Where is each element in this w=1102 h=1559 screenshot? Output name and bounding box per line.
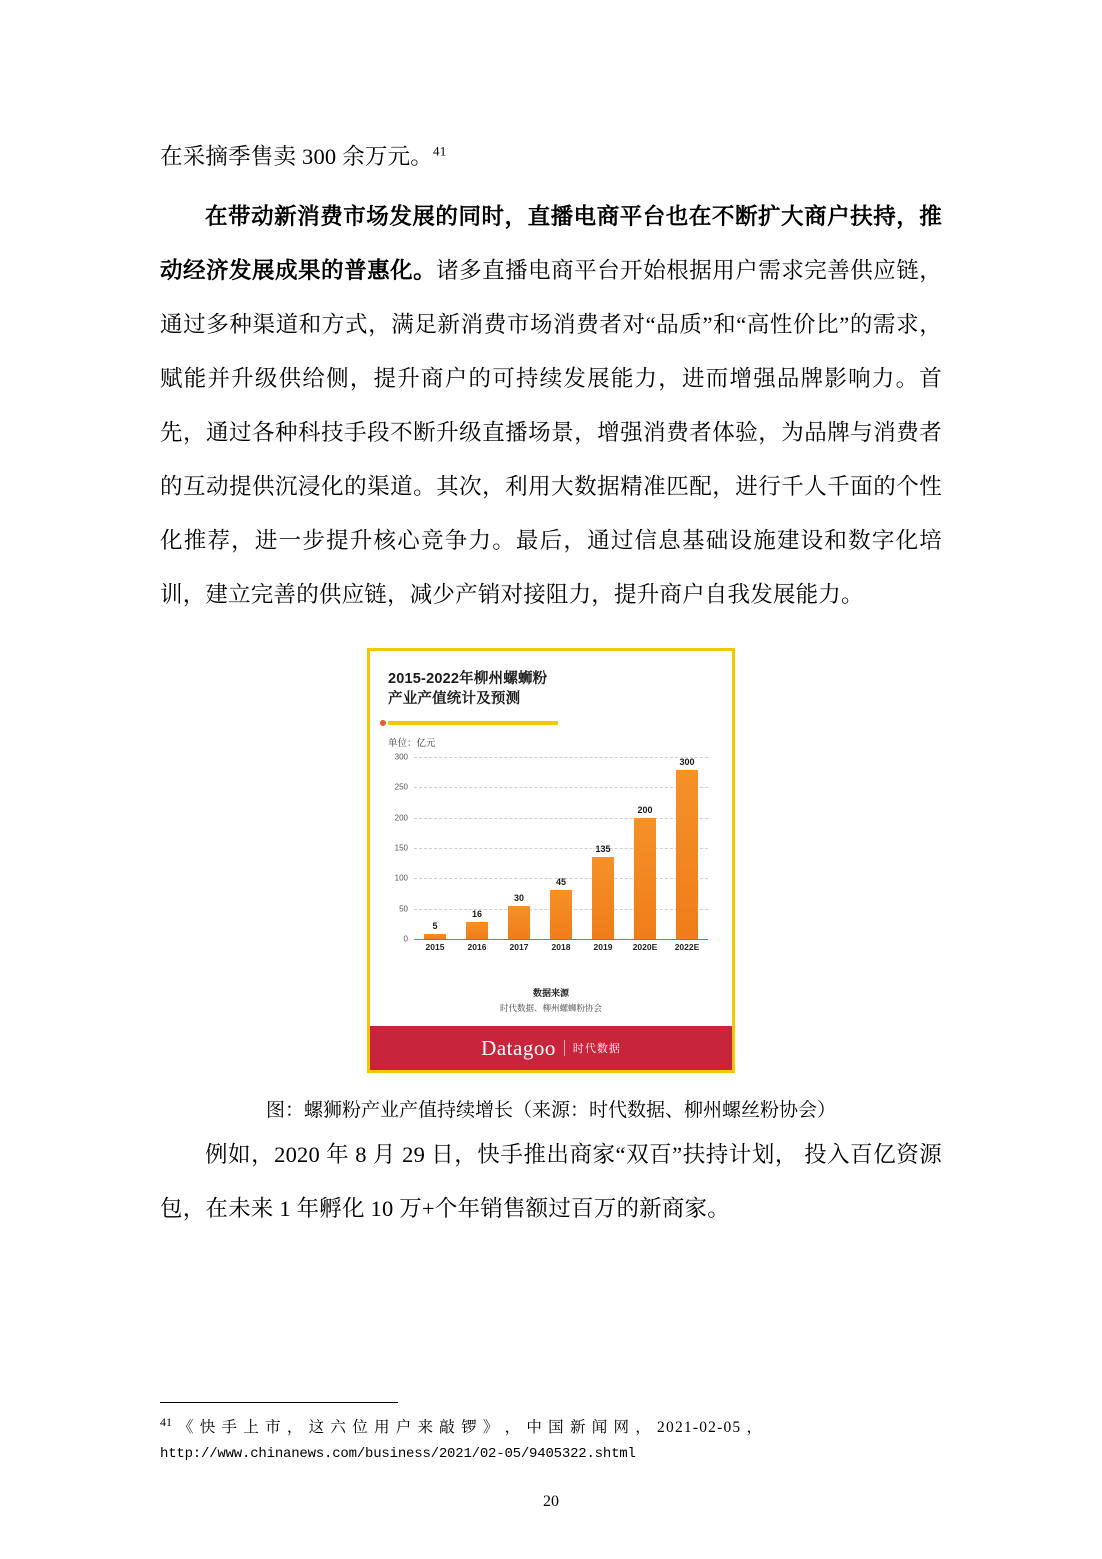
figure-caption: 图：螺狮粉产业产值持续增长（来源：时代数据、柳州螺丝粉协会） [265,1100,836,1121]
y-tick-250: 250 [394,782,408,792]
bar-value-2022E: 300 [679,757,695,767]
bar-column-2019 [586,757,620,939]
paragraph-1 [160,190,942,622]
y-tick-50: 50 [399,904,408,914]
bar-value-2016: 16 [471,908,482,919]
x-label-2016: 2016 [467,942,487,952]
x-label-2017: 2017 [509,942,529,952]
paragraph-1-bold-lead: 在带动新消费市场发展的同时，直播电商平台也在不断扩大商户扶持，推动经济发展成果的普惠化。 [160,204,942,283]
y-tick-300: 300 [394,752,408,762]
footnote-number: 41 [160,1414,172,1429]
bar-2017 [508,906,530,939]
bar-2020E [634,818,656,939]
brand-subtitle: 时代数据 [572,1043,621,1055]
x-axis-line [414,939,708,940]
bar-column-2018 [544,757,578,939]
x-label-2018: 2018 [551,942,571,952]
bar-2016 [466,922,488,939]
bar-value-2017: 30 [513,893,524,904]
figure-container [160,648,942,1073]
brand-name: Datagoo [481,1035,556,1060]
footnote-41 [160,1415,942,1467]
footnote-area [160,1402,942,1467]
y-tick-150: 150 [394,843,408,853]
infographic-brand-footer [370,1026,732,1070]
x-label-2019: 2019 [593,942,613,952]
top-paragraph-text: 在采摘季售卖 300 余万元。 [160,144,434,169]
bar-value-2015: 5 [432,920,438,931]
bar-column-2015 [418,757,452,939]
footnote-separator [160,1402,398,1403]
brand-separator [564,1040,565,1056]
bar-column-2020E [628,757,662,939]
chart-unit-label: 单位：亿元 [388,738,436,749]
chart-source [388,986,714,1014]
chart-source-text: 时代数据、柳州螺蛳粉协会 [499,1003,602,1013]
y-tick-100: 100 [394,873,408,883]
bar-2018 [550,890,572,939]
bar-column-2017 [502,757,536,939]
y-tick-200: 200 [394,813,408,823]
chart-title-line-1: 2015-2022年柳州螺蛳粉 [388,671,548,687]
infographic-body [370,651,732,1014]
chart-bars [414,757,708,939]
bar-value-2018: 45 [555,876,566,887]
paragraph-2: 例如，2020 年 8 月 29 日，快手推出商家“双百”扶持计划， 投入百亿资源包，在未来 1 年孵化 10 万+个年销售额过百万的新商家。 [160,1142,942,1221]
chart-plot-area [388,752,714,972]
footnote-marker-41: 41 [433,143,447,159]
bar-column-2022E [670,757,704,939]
bar-2022E [676,770,698,939]
x-label-2015: 2015 [425,942,445,952]
y-tick-0: 0 [403,934,408,944]
chart-source-title: 数据来源 [532,988,569,998]
chart-title [388,669,714,709]
page-number: 20 [543,1493,559,1510]
footnote-text: 《 快 手 上 市 ， 这 六 位 用 户 来 敲 锣 》 ， 中 国 新 闻 网 ， 2021-02-05 ， [178,1419,764,1436]
bar-value-2020E: 200 [637,804,653,815]
paragraph-1-body: 诸多直播电商平台开始根据用户需求完善供应链，通过多种渠道和方式，满足新消费市场消费者对“品质”和“高性价比”的需求，赋能并升级供给侧，提升商户的可持续发展能力，进而增强品牌影响力。首先，通过各种科技手段不断升级直播场景，增强消费者体验，为品牌与消费者的互动提供沉浸化的渠道。其次，利用大数据精准匹配，进行千人千面的个性化推荐，进一步提升核心竞争力。最后，通过信息基础设施建设和数字化培训，建立完善的供应链，减少产销对接阻力，提升商户自我发展能力。 [160,258,942,607]
bar-column-2016 [460,757,494,939]
x-label-2022E: 2022E [674,942,700,952]
x-axis-labels [414,942,708,952]
footnote-url[interactable]: http://www.chinanews.com/business/2021/02-05/9405322.shtml [160,1446,636,1462]
chart-title-line-2: 产业产值统计及预测 [388,691,521,707]
infographic-card [367,648,735,1073]
title-divider [388,721,558,725]
bar-2019 [592,857,614,939]
top-paragraph [160,130,942,184]
y-axis [388,752,412,944]
x-label-2020E: 2020E [632,942,658,952]
bar-value-2019: 135 [595,844,611,855]
